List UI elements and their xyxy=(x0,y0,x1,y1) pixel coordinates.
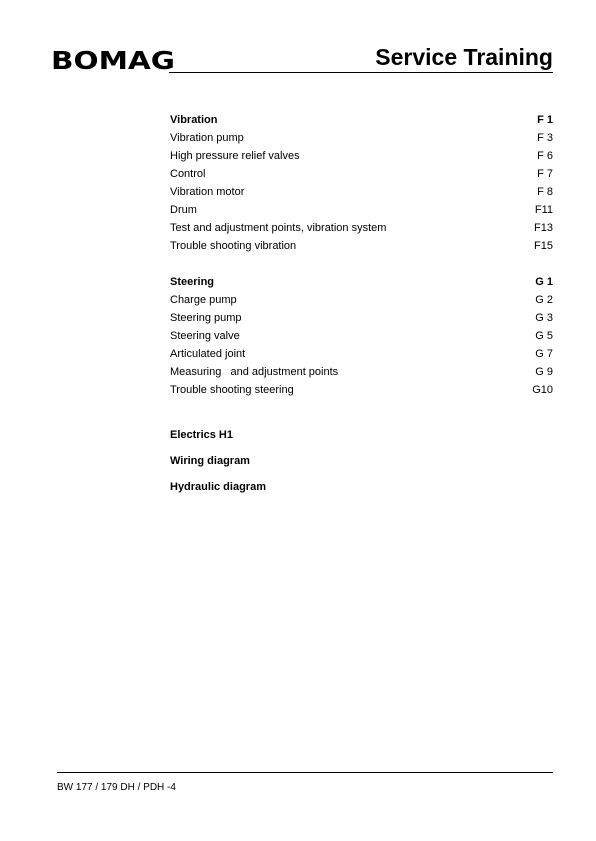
toc-extra-hydraulic-diagram[interactable]: Hydraulic diagram xyxy=(170,481,266,493)
toc-item-label: Measuring and adjustment points xyxy=(170,366,339,378)
toc-item-label: Charge pump xyxy=(170,294,237,306)
toc-heading-page: G 1 xyxy=(535,276,553,288)
toc-item-label: Test and adjustment points, vibration system xyxy=(170,222,387,234)
toc-section-heading-vibration[interactable] xyxy=(170,111,553,129)
toc-item-drum[interactable] xyxy=(170,201,553,219)
table-of-contents xyxy=(170,111,553,399)
toc-item-page: F 6 xyxy=(537,150,553,162)
toc-item-page: G 9 xyxy=(535,366,553,378)
toc-section-heading-steering[interactable] xyxy=(170,273,553,291)
toc-item-vibration-pump[interactable] xyxy=(170,129,553,147)
toc-item-label: Articulated joint xyxy=(170,348,246,360)
toc-extra-wiring-diagram[interactable]: Wiring diagram xyxy=(170,455,250,467)
toc-item-charge-pump[interactable] xyxy=(170,291,553,309)
toc-item-measuring-adjustment[interactable] xyxy=(170,363,553,381)
toc-item-page: F 7 xyxy=(537,168,553,180)
toc-item-label: Trouble shooting vibration xyxy=(170,240,297,252)
toc-item-label: Vibration motor xyxy=(170,186,245,198)
toc-item-page: F15 xyxy=(534,240,553,252)
bomag-logo: BOMAG xyxy=(51,46,175,75)
toc-item-relief-valves[interactable] xyxy=(170,147,553,165)
toc-item-vibration-motor[interactable] xyxy=(170,183,553,201)
header-rule xyxy=(169,72,553,73)
toc-item-label: Drum xyxy=(170,204,197,216)
toc-item-page: G 2 xyxy=(535,294,553,306)
toc-item-control[interactable] xyxy=(170,165,553,183)
footer-document-id: BW 177 / 179 DH / PDH -4 xyxy=(57,782,176,793)
footer-rule xyxy=(57,772,553,773)
toc-item-page: G 7 xyxy=(535,348,553,360)
toc-item-trouble-shooting-steering[interactable] xyxy=(170,381,553,399)
toc-item-page: F13 xyxy=(534,222,553,234)
toc-heading-label: Steering xyxy=(170,276,215,288)
toc-item-steering-valve[interactable] xyxy=(170,327,553,345)
toc-item-page: G 5 xyxy=(535,330,553,342)
toc-item-label: Trouble shooting steering xyxy=(170,384,294,396)
toc-heading-page: F 1 xyxy=(537,114,553,126)
page-title: Service Training xyxy=(375,44,553,70)
toc-extra-electrics[interactable]: Electrics H1 xyxy=(170,429,233,441)
toc-item-trouble-shooting-vibration[interactable] xyxy=(170,237,553,255)
toc-item-label: Control xyxy=(170,168,206,180)
toc-item-articulated-joint[interactable] xyxy=(170,345,553,363)
toc-item-page: F11 xyxy=(534,204,553,216)
toc-item-test-adjustment-vibration[interactable] xyxy=(170,219,553,237)
toc-item-page: G10 xyxy=(532,384,553,396)
toc-heading-label: Vibration xyxy=(170,114,218,126)
toc-item-page: G 3 xyxy=(535,312,553,324)
toc-item-label: High pressure relief valves xyxy=(170,150,300,162)
toc-item-label: Steering pump xyxy=(170,312,242,324)
toc-item-page: F 3 xyxy=(537,132,553,144)
toc-item-steering-pump[interactable] xyxy=(170,309,553,327)
toc-item-page: F 8 xyxy=(537,186,553,198)
toc-item-label: Steering valve xyxy=(170,330,240,342)
toc-item-label: Vibration pump xyxy=(170,132,244,144)
